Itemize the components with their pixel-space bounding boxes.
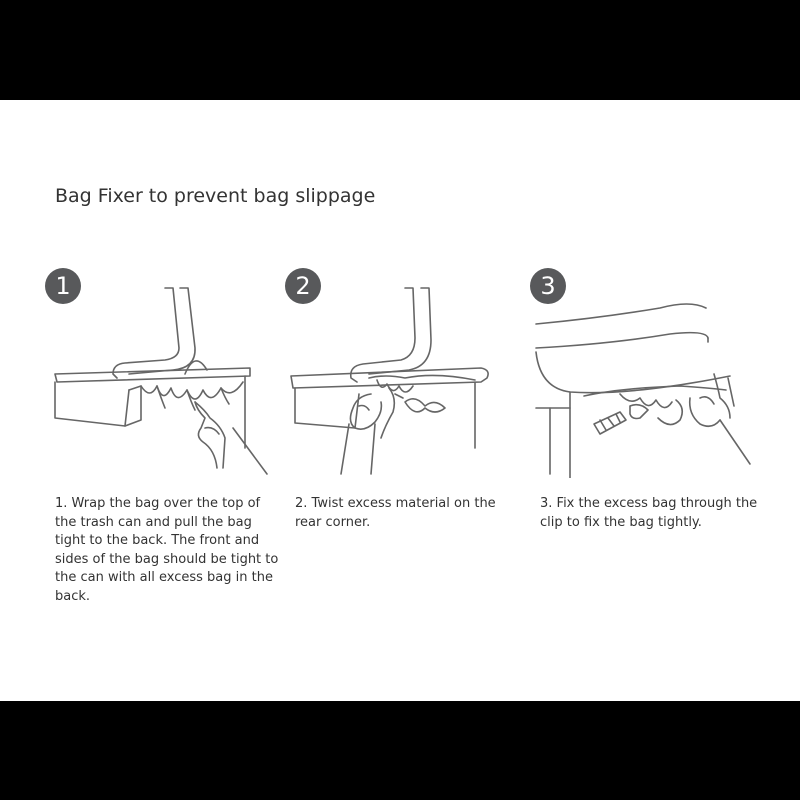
- step-3-illustration: [530, 278, 760, 478]
- step-3: [530, 268, 760, 568]
- step-3-badge: 3: [530, 268, 566, 304]
- step-2: [285, 268, 515, 568]
- step-2-caption: 2. Twist excess material on the rear corner.: [295, 496, 496, 530]
- step-1-caption: 1. Wrap the bag over the top of the trash can and pull the bag tight to the back. The front and sides of the bag should be tight to the can with all excess bag in the back.: [55, 496, 279, 604]
- step-2-illustration: [285, 278, 515, 478]
- step-1-illustration: [45, 278, 275, 478]
- step-1: [45, 268, 279, 604]
- step-2-badge: 2: [285, 268, 321, 304]
- step-3-caption: 3. Fix the excess bag through the clip to fix the bag tightly.: [540, 496, 758, 530]
- step-1-badge: 1: [45, 268, 81, 304]
- instruction-sheet: [0, 100, 800, 701]
- page-title: Bag Fixer to prevent bag slippage: [55, 185, 376, 207]
